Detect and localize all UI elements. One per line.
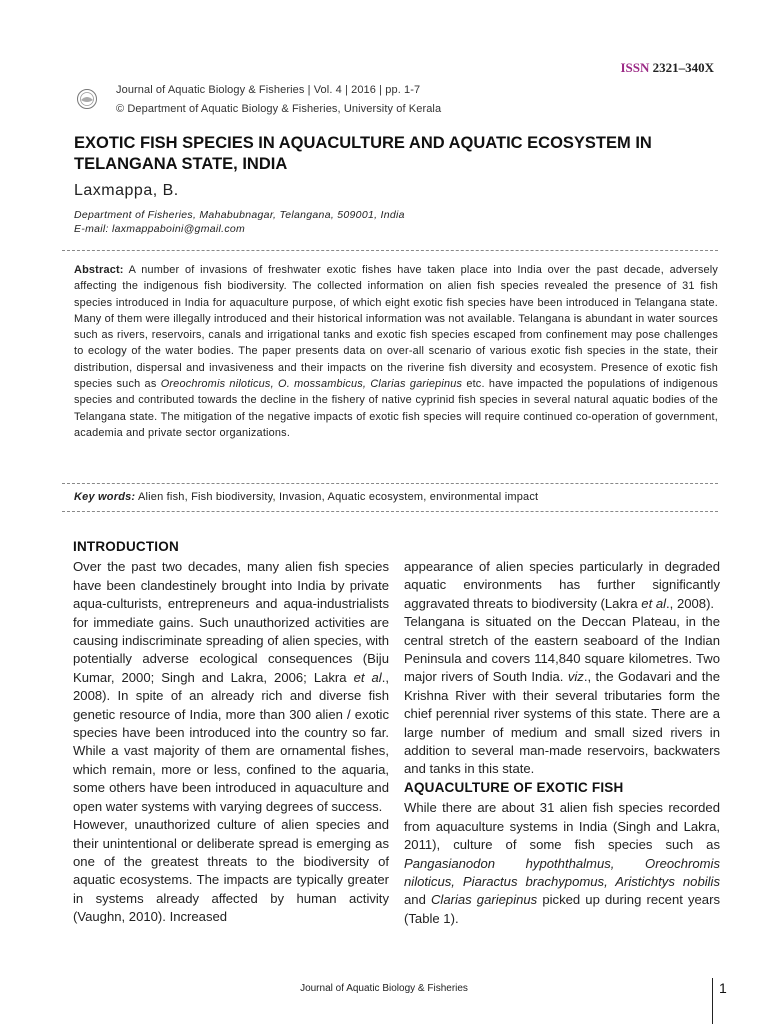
- right-etal: et al: [641, 595, 667, 611]
- intro-p1b: ., 2008). In spite of an already rich and diverse fish genetic resource of India, more than 300 alien / exotic species have been introduced into the country so far. While a vast majority of them are ornamental fishes, which remain, more or less, confined to the aquaria, some others have been introduced in aquaculture and open water systems with varying degrees of success.: [73, 669, 389, 814]
- right-p2b: ., the Godavari and the Krishna River with their several tributaries form the chief perennial river systems of this state. There are a large number of medium and small sized rivers in addition to several man-made reservoirs, backwaters and tanks in this state.: [404, 669, 720, 777]
- right-p1b: ., 2008).: [666, 595, 715, 611]
- right-viz: viz: [567, 669, 584, 685]
- paper-title: EXOTIC FISH SPECIES IN AQUACULTURE AND AQUATIC ECOSYSTEM IN TELANGANA STATE, INDIA: [74, 134, 652, 173]
- abstract: [74, 262, 718, 441]
- right-p3b: picked up during recent years (Table 1).: [404, 892, 720, 926]
- footer-divider: [712, 978, 713, 1024]
- journal-citation: Journal of Aquatic Biology & Fisheries | Vol. 4 | 2016 | pp. 1-7: [116, 84, 421, 96]
- author: Laxmappa, B.: [74, 182, 179, 199]
- right-p2a: Telangana is situated on the Deccan Plateau, in the central stretch of the eastern seaboard of the Indian Peninsula and covers 114,840 square kilometres. Two major rivers of South India.: [404, 614, 720, 685]
- divider-bottom: [62, 511, 718, 512]
- abstract-text-2: etc. have impacted the populations of indigenous species and contributed towards the decline in the fishery of native cyprinid fish species in several natural aquatic bodies of the Telangana state. The mitigation of the negative impacts of exotic fish species will require continued co-operation of government, academia and private sector organizations.: [74, 378, 718, 439]
- keywords-text: Alien fish, Fish biodiversity, Invasion, Aquatic ecosystem, environmental impact: [137, 491, 539, 503]
- footer-journal: Journal of Aquatic Biology & Fisheries: [300, 983, 468, 994]
- introduction-heading: INTRODUCTION: [73, 539, 179, 554]
- divider-top: [62, 250, 718, 251]
- journal-copyright: © Department of Aquatic Biology & Fisheries, University of Kerala: [116, 103, 442, 115]
- email: E-mail: laxmappaboini@gmail.com: [74, 223, 246, 235]
- page-number: 1: [719, 980, 727, 996]
- keywords: [74, 491, 718, 503]
- abstract-text: A number of invasions of freshwater exotic fishes have taken place into India over the past decade, adversely affecting the indigenous fish biodiversity. The collected information on alien fish species revealed the presence of 31 fish species introduced in India for aquaculture purpose, of which eight exotic fish species have been introduced in Telangana state. Many of them were illegally introduced and their historical information was not available. Telangana is abundant in water sources such as rivers, reservoirs, canals and irrigational tanks and exotic fish species escaped from confinement may pose challenges to ecology of the water bodies. The paper presents data on over-all scenario of various exotic fish species in the state, their distribution, dispersal and invasiveness and their impacts on the riverine fish diversity and ecosystem. Presence of exotic fish species such as: [74, 264, 718, 391]
- right-p1a: appearance of alien species particularly in degraded aquatic environments has further significantly aggravated threats to biodiversity (Lakra: [404, 559, 720, 611]
- issn: [620, 60, 714, 76]
- intro-p1a: Over the past two decades, many alien fish species have been clandestinely brought into India by private aqua-culturists, entrepreneurs and aqua-industrialists for immediate gains. Such unauthorized activities are causing indiscriminate spreading of alien species, with potentially adverse ecological consequences (Biju Kumar, 2000; Singh and Lakra, 2006; Lakra: [73, 559, 389, 685]
- affiliation: Department of Fisheries, Mahabubnagar, Telangana, 509001, India: [74, 209, 405, 221]
- right-p3a: While there are about 31 alien fish species recorded from aquaculture systems in India (Singh and Lakra, 2011), culture of some fish species such as: [404, 800, 720, 853]
- right-species-2: Clarias gariepinus: [430, 892, 538, 908]
- aquaculture-heading: AQUACULTURE OF EXOTIC FISH: [404, 779, 624, 795]
- right-species-1: Pangasianodon hypoththalmus, Oreochromis niloticus, Piaractus brachypomus, Aristichtys nobilis: [404, 855, 720, 889]
- abstract-species: Oreochromis niloticus, O. mossambicus, Clarias gariepinus: [160, 378, 463, 391]
- issn-label: ISSN: [620, 60, 650, 75]
- right-paragraph-1: [404, 558, 720, 613]
- right-paragraph-3: [404, 799, 720, 928]
- right-paragraph-2: [404, 613, 720, 779]
- abstract-label: Abstract:: [74, 264, 124, 276]
- left-column: [73, 538, 389, 927]
- keywords-label: Key words:: [74, 491, 136, 503]
- intro-paragraph-2: However, unauthorized culture of alien species and their unintentional or deliberate spread is emerging as one of the greatest threats to the biodiversity of aquatic ecosystems. The impacts are typically greater in systems already affected by human activity (Vaughn, 2010). Increased: [73, 817, 389, 925]
- intro-paragraph-1: [73, 558, 389, 816]
- issn-number: 2321–340X: [652, 60, 714, 75]
- divider-mid: [62, 483, 718, 484]
- intro-etal: et al: [353, 669, 382, 685]
- right-and: and: [404, 892, 431, 908]
- journal-logo-icon: [76, 88, 98, 110]
- right-column: [404, 558, 720, 928]
